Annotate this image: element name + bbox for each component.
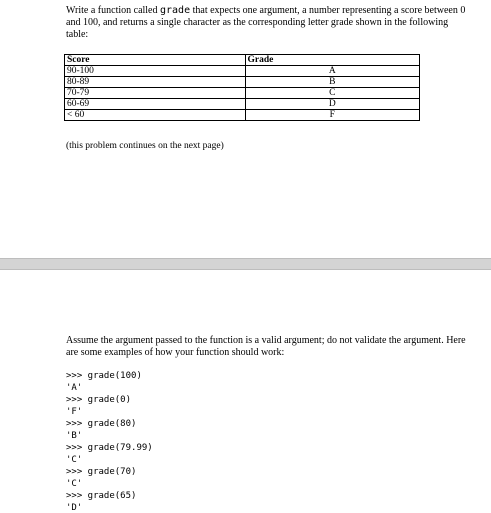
table-row [65,77,420,88]
score-cell: < 60 [65,110,246,121]
grade-cell: F [245,110,420,121]
example-prompt-line: >>> grade(65) [66,491,137,501]
problem-intro [66,5,466,41]
example-prompt-line: >>> grade(79.99) [66,443,153,453]
score-cell: 60-69 [65,99,246,110]
example-result-line: 'B' [66,431,83,441]
intro-after-text: that expects one argument, a number representing a score between 0 and 100, and returns a single character as the corresponding letter grade shown in the following table: [66,5,466,40]
example-prompt-line: >>> grade(100) [66,371,142,381]
example-prompt-line: >>> grade(80) [66,419,137,429]
document-page-2 [0,270,491,513]
score-cell: 90-100 [65,66,246,77]
table-header-row [65,55,420,66]
grade-cell: B [245,77,420,88]
example-prompt-line: >>> grade(0) [66,395,132,405]
table-row [65,110,420,121]
example-prompt-line: >>> grade(70) [66,467,137,477]
example-result-line: 'F' [66,407,83,417]
example-session [66,370,153,513]
grade-column-header: Grade [245,55,420,66]
score-column-header: Score [65,55,246,66]
example-result-line: 'C' [66,455,83,465]
assumption-instructions: Assume the argument passed to the function is a valid argument; do not validate the argument. Here are some examples of how your function should work: [66,335,466,358]
grade-table [64,54,420,121]
example-result-line: 'C' [66,479,83,489]
table-row [65,66,420,77]
page-separator [0,258,491,270]
grade-cell: A [245,66,420,77]
function-name-code: grade [160,5,191,16]
grade-cell: D [245,99,420,110]
table-row [65,88,420,99]
score-cell: 70-79 [65,88,246,99]
continue-note: (this problem continues on the next page) [66,141,224,151]
intro-before-text: Write a function called [66,5,160,16]
grade-cell: C [245,88,420,99]
example-result-line: 'D' [66,503,83,513]
table-row [65,99,420,110]
score-cell: 80-89 [65,77,246,88]
example-result-line: 'A' [66,383,83,393]
